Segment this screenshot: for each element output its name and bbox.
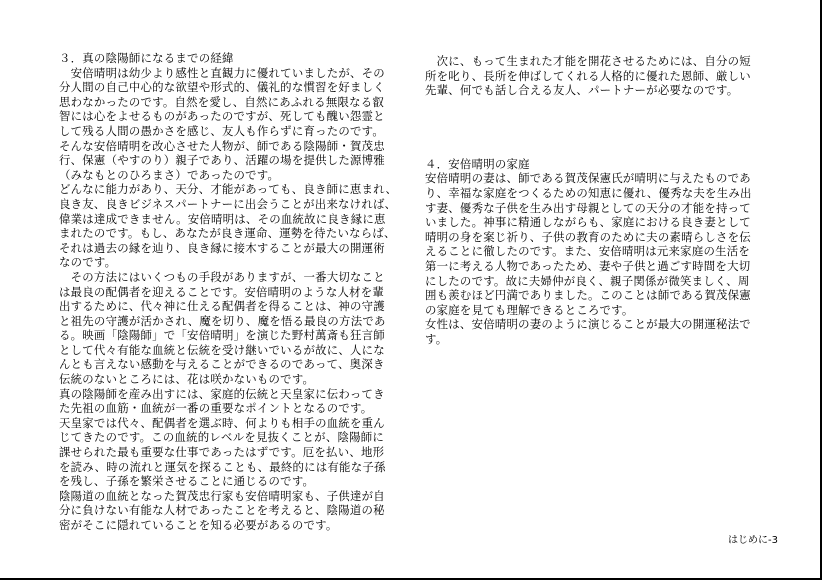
text-line: 第一に考える人物であったため、妻や子供と過ごす時間を大切 bbox=[425, 258, 751, 273]
text-line: り、幸福な家庭をつくるための知恵に優れ、優秀な夫を生み出 bbox=[425, 185, 752, 200]
text-line: は最良の配偶者を迎えることです。安倍晴明のような人材を輩 bbox=[59, 284, 385, 299]
text-line: 出するために、代々神に仕える配偶者を得ることは、神の守護 bbox=[59, 299, 385, 314]
text-line: 晴明の身を案じ祈り、子供の教育のために夫の素晴らしさを伝 bbox=[425, 229, 751, 244]
text-line: す。 bbox=[425, 331, 448, 346]
text-line: 課せられた最も重要な仕事であったはずです。厄を払い、地形 bbox=[59, 445, 385, 460]
text-line: 陰陽道の血統となった賀茂忠行家も安倍晴明家も、子供達が自 bbox=[59, 488, 385, 503]
text-line: た先祖の血筋・血統が一番の重要なポイントとなるのです。 bbox=[59, 401, 373, 416]
text-line: の家庭を見ても理解できるところです。 bbox=[425, 302, 634, 317]
text-line: 分に負けない有能な人材であったことを考えると、陰陽道の秘 bbox=[59, 503, 385, 518]
text-line: して残る人間の愚かさを感じ、友人も作らずに育ったのです。 bbox=[59, 123, 385, 138]
page-number: はじめに-3 bbox=[728, 535, 778, 546]
text-line: 偉業は達成できません。安倍晴明は、その血統故に良き縁に恵 bbox=[59, 211, 386, 226]
text-line: 次に、もって生まれた才能を開花させるためには、自分の短 bbox=[425, 54, 751, 68]
text-line: を残し、子孫を繁栄させることに通じるのです。 bbox=[59, 474, 315, 489]
text-line: 智には心をよせるものがあったのですが、死しても醜い怨霊と bbox=[59, 109, 385, 124]
text-line: す妻、優秀な子供を生み出す母親としての天分の才能を持って bbox=[425, 200, 751, 215]
right-column bbox=[425, 54, 785, 347]
text-line: にしたのです。故に夫婦仲が良く、親子関係が微笑ましく、周 bbox=[425, 273, 750, 288]
text-line: そんな安倍晴明を改心させた人物が、師である陰陽師・賀茂忠 bbox=[59, 138, 385, 153]
text-line: どんなに能力があり、天分、才能があっても、良き師に恵まれ、 bbox=[59, 182, 398, 197]
left-column bbox=[59, 51, 398, 533]
text-line: 真の陰陽師を産み出すには、家庭的伝統と天皇家に伝わってき bbox=[59, 386, 385, 401]
text-line: いました。神事に精通しながらも、家庭における良き妻として bbox=[425, 215, 751, 230]
section-heading-3: ３．真の陰陽師になるまでの経緯 bbox=[59, 51, 234, 65]
right-intro-text bbox=[425, 54, 785, 98]
text-line: じてきたのです。この血統的レベルを見抜くことが、陰陽師に bbox=[59, 430, 385, 445]
text-line: 良き友、良きビジネスパートナーに出会うことが出来なければ、 bbox=[59, 196, 397, 211]
text-line: 行、保憲（やすのり）親子であり、活躍の場を提供した源博雅 bbox=[59, 153, 385, 168]
text-line: 女性は、安倍晴明の妻のように演じることが最大の開運秘法で bbox=[425, 317, 751, 332]
text-line: んとも言えない感動を与えることができるのであって、奥深き bbox=[59, 357, 385, 372]
paragraph-gap bbox=[425, 98, 785, 157]
text-line: えることに徹したのです。また、安倍晴明は元来家庭の生活を bbox=[425, 244, 751, 259]
text-line: なのです。 bbox=[59, 255, 117, 270]
text-line: 伝統のないところには、花は咲かないものです。 bbox=[59, 372, 315, 387]
text-line: 分人間の自己中心的な欲望や形式的、儀礼的な慣習を好ましく bbox=[59, 80, 385, 95]
text-line: 先輩、何でも話し合える友人、パートナーが必要なのです。 bbox=[425, 83, 739, 98]
right-body-text bbox=[425, 171, 785, 346]
text-line: 囲も羨むほど円満でありました。このことは師である賀茂保憲 bbox=[425, 288, 751, 303]
text-line: を読み、時の流れと運気を探ることも、最終的には有能な子孫 bbox=[59, 459, 386, 474]
text-line: それは過去の縁を辿り、良き縁に接木することが最大の開運術 bbox=[59, 240, 385, 255]
text-line: 安倍晴明は幼少より感性と直観力に優れていましたが、その bbox=[59, 65, 385, 80]
text-line: 思わなかったのです。自然を愛し、自然にあふれる無限なる叡 bbox=[59, 94, 385, 109]
text-line: として代々有能な血統と伝統を受け継いでいるが故に、人にな bbox=[59, 342, 385, 357]
text-line: （みなもとのひろまさ）であったのです。 bbox=[59, 167, 280, 182]
text-line: 安倍晴明の妻は、師である賀茂保憲氏が晴明に与えたものであ bbox=[425, 171, 751, 186]
section-heading-4: ４．安倍晴明の家庭 bbox=[425, 156, 530, 171]
text-line: 密がそこに隠れていることを知る必要があるのです。 bbox=[59, 518, 338, 532]
text-line: その方法にはいくつもの手段がありますが、一番大切なこと bbox=[59, 269, 385, 284]
text-line: 天皇家では代々、配偶者を選ぶ時、何よりも相手の血統を重ん bbox=[59, 415, 385, 430]
left-body-text bbox=[59, 65, 398, 533]
text-line: る。映画「陰陽師」で「安倍晴明」を演じた野村萬斎も狂言師 bbox=[59, 328, 385, 343]
text-line: まれたのです。もし、あなたが良き運命、運勢を待たいならば、 bbox=[59, 226, 396, 241]
text-line: 所を叱り、長所を伸ばしてくれる人格的に優れた恩師、厳しい bbox=[425, 68, 751, 83]
text-line: と祖先の守護が活かされ、魔を切り、魔を悟る最良の方法であ bbox=[59, 313, 386, 328]
